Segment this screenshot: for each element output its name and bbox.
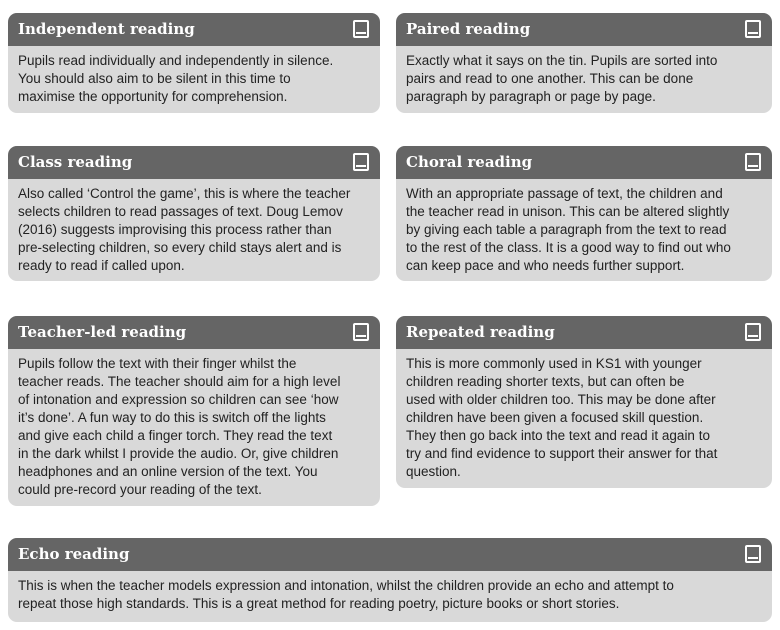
card-text-line: it’s done’. A fun way to do this is switch off the lights <box>18 410 326 425</box>
card-choral-reading <box>396 146 772 281</box>
card-repeated-reading <box>396 316 772 488</box>
card-text-line: can keep pace and who needs further support. <box>406 258 685 273</box>
card-text-line: ready to read if called upon. <box>18 258 185 273</box>
card-body <box>8 571 772 613</box>
card-text-line: Also called ‘Control the game’, this is where the teacher <box>18 186 351 201</box>
card-teacher-led-reading <box>8 316 380 506</box>
card-title: Independent reading <box>18 20 195 38</box>
card-header <box>396 13 772 46</box>
card-text-line: of intonation and expression so children can see ‘how <box>18 392 339 407</box>
card-text-line: teacher reads. The teacher should aim for a high level <box>18 374 341 389</box>
card-text-line: to the rest of the class. It is a good way to find out who <box>406 240 731 255</box>
card-title: Paired reading <box>406 20 531 38</box>
card-text-line: With an appropriate passage of text, the children and <box>406 186 723 201</box>
card-text-line: pre-selecting children, so every child stays alert and is <box>18 240 342 255</box>
card-text-line: maximise the opportunity for comprehension. <box>18 89 288 104</box>
book-icon <box>745 545 761 563</box>
card-text-line: children have been given a focused skill question. <box>406 410 704 425</box>
card-header <box>8 13 380 46</box>
card-title: Class reading <box>18 153 133 171</box>
card-text-line: in the dark whilst I provide the audio. Or, give children <box>18 446 339 461</box>
card-text-line: They then go back into the text and read it again to <box>406 428 710 443</box>
card-text-line: the teacher read in unison. This can be altered slightly <box>406 204 730 219</box>
card-text-line: used with older children too. This may be done after <box>406 392 716 407</box>
card-text-line: could pre-record your reading of the text. <box>18 482 262 497</box>
card-paired-reading <box>396 13 772 113</box>
book-icon <box>745 20 761 38</box>
card-text-line: pairs and read to one another. This can be done <box>406 71 694 86</box>
card-text-line: repeat those high standards. This is a great method for reading poetry, picture books or short stories. <box>18 596 620 611</box>
card-echo-reading <box>8 538 772 622</box>
card-text-line: try and find evidence to support their answer for that <box>406 446 718 461</box>
card-title: Repeated reading <box>406 323 555 341</box>
card-text-line: Pupils follow the text with their finger whilst the <box>18 356 297 371</box>
card-header <box>396 146 772 179</box>
card-header <box>8 316 380 349</box>
card-class-reading <box>8 146 380 281</box>
card-text-line: headphones and an online version of the text. You <box>18 464 318 479</box>
card-body <box>8 349 380 499</box>
card-body <box>396 179 772 275</box>
card-text-line: You should also aim to be silent in this time to <box>18 71 291 86</box>
card-title: Echo reading <box>18 545 130 563</box>
card-text-line: Pupils read individually and independently in silence. <box>18 53 334 68</box>
card-header <box>8 146 380 179</box>
card-text-line: question. <box>406 464 461 479</box>
card-text-line: children reading shorter texts, but can often be <box>406 374 685 389</box>
card-text-line: by giving each table a paragraph from the text to read <box>406 222 727 237</box>
card-body <box>396 349 772 481</box>
card-text-line: and give each child a finger torch. They read the text <box>18 428 333 443</box>
card-text-line: (2016) suggests improvising this process rather than <box>18 222 332 237</box>
card-independent-reading <box>8 13 380 113</box>
card-body <box>8 46 380 106</box>
card-text-line: selects children to read passages of text. Doug Lemov <box>18 204 343 219</box>
card-header <box>396 316 772 349</box>
book-icon <box>353 323 369 341</box>
card-text-line: paragraph by paragraph or page by page. <box>406 89 656 104</box>
card-header <box>8 538 772 571</box>
book-icon <box>353 153 369 171</box>
card-title: Choral reading <box>406 153 533 171</box>
card-text-line: This is more commonly used in KS1 with younger <box>406 356 702 371</box>
card-title: Teacher-led reading <box>18 323 187 341</box>
card-body <box>8 179 380 275</box>
book-icon <box>353 20 369 38</box>
book-icon <box>745 153 761 171</box>
card-text-line: This is when the teacher models expression and intonation, whilst the children provide an echo and attempt to <box>18 578 674 593</box>
card-body <box>396 46 772 106</box>
book-icon <box>745 323 761 341</box>
card-text-line: Exactly what it says on the tin. Pupils are sorted into <box>406 53 718 68</box>
